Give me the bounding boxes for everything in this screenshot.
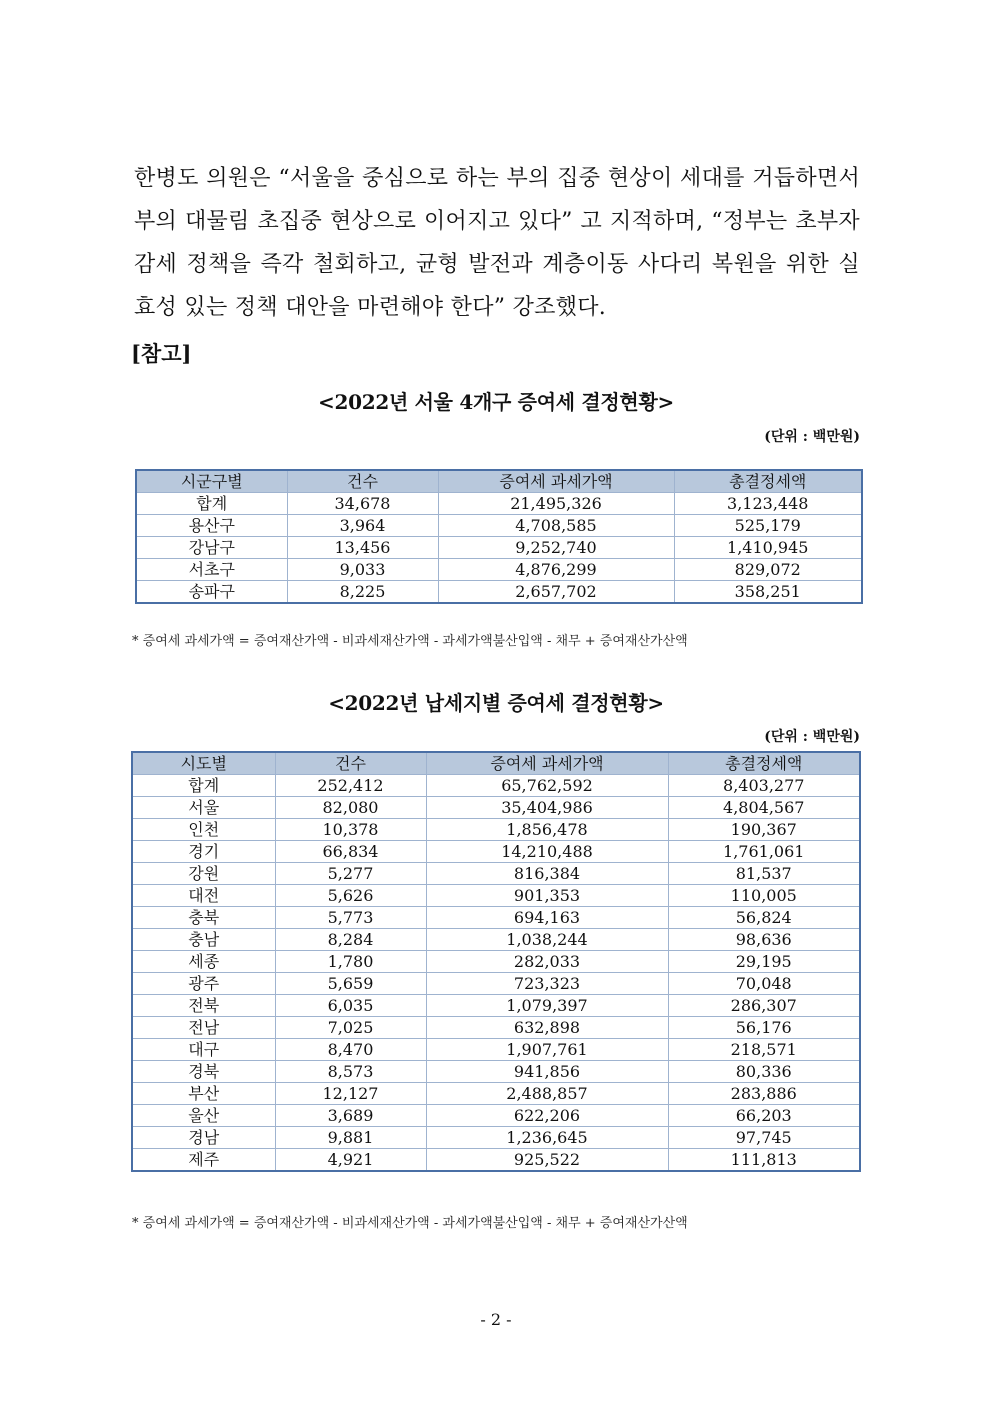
table1-cell: 9,252,740 bbox=[438, 537, 674, 559]
table2-cell: 283,886 bbox=[668, 1083, 860, 1105]
page-number: - 2 - bbox=[480, 1310, 512, 1329]
table2-row bbox=[132, 1083, 860, 1105]
table2-header-cell: 증여세 과세가액 bbox=[426, 752, 668, 775]
table2-cell: 282,033 bbox=[426, 951, 668, 973]
table2-row bbox=[132, 819, 860, 841]
table2-cell: 서울 bbox=[132, 797, 275, 819]
table2-title: <2022년 납세지별 증여세 결정현황> bbox=[328, 691, 664, 715]
table2-cell: 1,856,478 bbox=[426, 819, 668, 841]
table1-cell: 9,033 bbox=[287, 559, 438, 581]
table1-row bbox=[136, 493, 862, 515]
table1-cell: 2,657,702 bbox=[438, 581, 674, 604]
table2-cell: 4,804,567 bbox=[668, 797, 860, 819]
table2-row bbox=[132, 995, 860, 1017]
table2-cell: 816,384 bbox=[426, 863, 668, 885]
table2-row bbox=[132, 1061, 860, 1083]
table2-cell: 97,745 bbox=[668, 1127, 860, 1149]
table2-cell: 6,035 bbox=[275, 995, 426, 1017]
table2-cell: 전남 bbox=[132, 1017, 275, 1039]
table2-cell: 1,236,645 bbox=[426, 1127, 668, 1149]
table2-cell: 35,404,986 bbox=[426, 797, 668, 819]
table2-cell: 70,048 bbox=[668, 973, 860, 995]
table2-cell: 1,038,244 bbox=[426, 929, 668, 951]
table2-footnote: * 증여세 과세가액 = 증여재산가액 - 비과세재산가액 - 과세가액불산입액 - 채무 + 증여재산가산액 bbox=[132, 1216, 688, 1231]
table2-cell: 8,470 bbox=[275, 1039, 426, 1061]
table2-cell: 1,761,061 bbox=[668, 841, 860, 863]
table2-cell: 세종 bbox=[132, 951, 275, 973]
table2-cell: 5,277 bbox=[275, 863, 426, 885]
table2-cell: 65,762,592 bbox=[426, 775, 668, 797]
table2-row bbox=[132, 1105, 860, 1127]
table1-header-cell: 증여세 과세가액 bbox=[438, 470, 674, 493]
table2-cell: 632,898 bbox=[426, 1017, 668, 1039]
table1-cell: 8,225 bbox=[287, 581, 438, 604]
table1-cell: 13,456 bbox=[287, 537, 438, 559]
table1-footnote: * 증여세 과세가액 = 증여재산가액 - 비과세재산가액 - 과세가액불산입액 - 채무 + 증여재산가산액 bbox=[132, 634, 688, 649]
table1-cell: 서초구 bbox=[136, 559, 287, 581]
table2-row bbox=[132, 841, 860, 863]
table2-cell: 1,780 bbox=[275, 951, 426, 973]
table1-title: <2022년 서울 4개구 증여세 결정현황> bbox=[318, 390, 674, 414]
table1-cell: 강남구 bbox=[136, 537, 287, 559]
table1-cell: 358,251 bbox=[674, 581, 862, 604]
table2-cell: 56,176 bbox=[668, 1017, 860, 1039]
table2-cell: 5,773 bbox=[275, 907, 426, 929]
table2-header-cell: 총결정세액 bbox=[668, 752, 860, 775]
table2-cell: 82,080 bbox=[275, 797, 426, 819]
table1-cell: 4,708,585 bbox=[438, 515, 674, 537]
table2-row bbox=[132, 1039, 860, 1061]
table1-header-row bbox=[136, 470, 862, 493]
table2-cell: 723,323 bbox=[426, 973, 668, 995]
table2-cell: 제주 bbox=[132, 1149, 275, 1172]
table1-cell: 525,179 bbox=[674, 515, 862, 537]
table2-cell: 901,353 bbox=[426, 885, 668, 907]
table2-cell: 부산 bbox=[132, 1083, 275, 1105]
table2-cell: 5,626 bbox=[275, 885, 426, 907]
table2-cell: 98,636 bbox=[668, 929, 860, 951]
table2-cell: 충남 bbox=[132, 929, 275, 951]
table2-header-row bbox=[132, 752, 860, 775]
table2-row bbox=[132, 1127, 860, 1149]
section-label: [참고] bbox=[131, 341, 192, 366]
table2-cell: 4,921 bbox=[275, 1149, 426, 1172]
table2-row bbox=[132, 775, 860, 797]
table2-row bbox=[132, 973, 860, 995]
table2-cell: 8,403,277 bbox=[668, 775, 860, 797]
table2-cell: 286,307 bbox=[668, 995, 860, 1017]
table2-cell: 10,378 bbox=[275, 819, 426, 841]
table2-unit: (단위 : 백만원) bbox=[764, 729, 860, 745]
table2-row bbox=[132, 797, 860, 819]
table1-unit: (단위 : 백만원) bbox=[764, 429, 860, 445]
table2-cell: 전북 bbox=[132, 995, 275, 1017]
table1-cell: 4,876,299 bbox=[438, 559, 674, 581]
table1-cell: 합계 bbox=[136, 493, 287, 515]
table2-cell: 111,813 bbox=[668, 1149, 860, 1172]
table2-cell: 29,195 bbox=[668, 951, 860, 973]
table1-cell: 34,678 bbox=[287, 493, 438, 515]
table1-header-cell: 시군구별 bbox=[136, 470, 287, 493]
table1-cell: 3,123,448 bbox=[674, 493, 862, 515]
table2-cell: 941,856 bbox=[426, 1061, 668, 1083]
table1-cell: 1,410,945 bbox=[674, 537, 862, 559]
table2-cell: 622,206 bbox=[426, 1105, 668, 1127]
table2-cell: 81,537 bbox=[668, 863, 860, 885]
table2-cell: 경기 bbox=[132, 841, 275, 863]
table1-row bbox=[136, 515, 862, 537]
table2-row bbox=[132, 1149, 860, 1172]
table2-cell: 80,336 bbox=[668, 1061, 860, 1083]
table2-cell: 66,203 bbox=[668, 1105, 860, 1127]
table2-cell: 5,659 bbox=[275, 973, 426, 995]
table2-row bbox=[132, 929, 860, 951]
table2-cell: 경북 bbox=[132, 1061, 275, 1083]
table2-cell: 광주 bbox=[132, 973, 275, 995]
table2-cell: 66,834 bbox=[275, 841, 426, 863]
table1-cell: 송파구 bbox=[136, 581, 287, 604]
table2-row bbox=[132, 885, 860, 907]
table1 bbox=[135, 469, 863, 604]
table2-cell: 인천 bbox=[132, 819, 275, 841]
table2-cell: 8,573 bbox=[275, 1061, 426, 1083]
table2-cell: 218,571 bbox=[668, 1039, 860, 1061]
table1-header-cell: 총결정세액 bbox=[674, 470, 862, 493]
table2-cell: 7,025 bbox=[275, 1017, 426, 1039]
table2-row bbox=[132, 907, 860, 929]
table2-cell: 강원 bbox=[132, 863, 275, 885]
table2-cell: 2,488,857 bbox=[426, 1083, 668, 1105]
body-paragraph: 한병도 의원은 “서울을 중심으로 하는 부의 집중 현상이 세대를 거듭하면서 부의 대물림 초집중 현상으로 이어지고 있다” 고 지적하며, “정부는 초부자감세 정책을 즉각 철회하고, 균형 발전과 계층이동 사다리 복원을 위한 실효성 있는 정책 대안을 마련해야 한다” 강조했다. bbox=[134, 166, 860, 320]
table2-cell: 경남 bbox=[132, 1127, 275, 1149]
table2-cell: 충북 bbox=[132, 907, 275, 929]
table2-cell: 1,079,397 bbox=[426, 995, 668, 1017]
table1-cell: 21,495,326 bbox=[438, 493, 674, 515]
table2 bbox=[131, 751, 861, 1172]
table1-cell: 3,964 bbox=[287, 515, 438, 537]
table2-cell: 252,412 bbox=[275, 775, 426, 797]
table2-cell: 925,522 bbox=[426, 1149, 668, 1172]
table2-cell: 합계 bbox=[132, 775, 275, 797]
table2-cell: 울산 bbox=[132, 1105, 275, 1127]
table2-cell: 9,881 bbox=[275, 1127, 426, 1149]
table2-cell: 190,367 bbox=[668, 819, 860, 841]
table2-row bbox=[132, 951, 860, 973]
table2-cell: 대구 bbox=[132, 1039, 275, 1061]
table2-cell: 1,907,761 bbox=[426, 1039, 668, 1061]
table1-header-cell: 건수 bbox=[287, 470, 438, 493]
table1-cell: 용산구 bbox=[136, 515, 287, 537]
table2-cell: 12,127 bbox=[275, 1083, 426, 1105]
table2-row bbox=[132, 1017, 860, 1039]
table2-cell: 대전 bbox=[132, 885, 275, 907]
table2-cell: 110,005 bbox=[668, 885, 860, 907]
table2-cell: 14,210,488 bbox=[426, 841, 668, 863]
table2-row bbox=[132, 863, 860, 885]
table1-row bbox=[136, 537, 862, 559]
table2-cell: 694,163 bbox=[426, 907, 668, 929]
table2-header-cell: 건수 bbox=[275, 752, 426, 775]
table2-cell: 3,689 bbox=[275, 1105, 426, 1127]
table2-header-cell: 시도별 bbox=[132, 752, 275, 775]
table1-row bbox=[136, 581, 862, 604]
table2-cell: 56,824 bbox=[668, 907, 860, 929]
table1-row bbox=[136, 559, 862, 581]
table2-cell: 8,284 bbox=[275, 929, 426, 951]
table1-cell: 829,072 bbox=[674, 559, 862, 581]
